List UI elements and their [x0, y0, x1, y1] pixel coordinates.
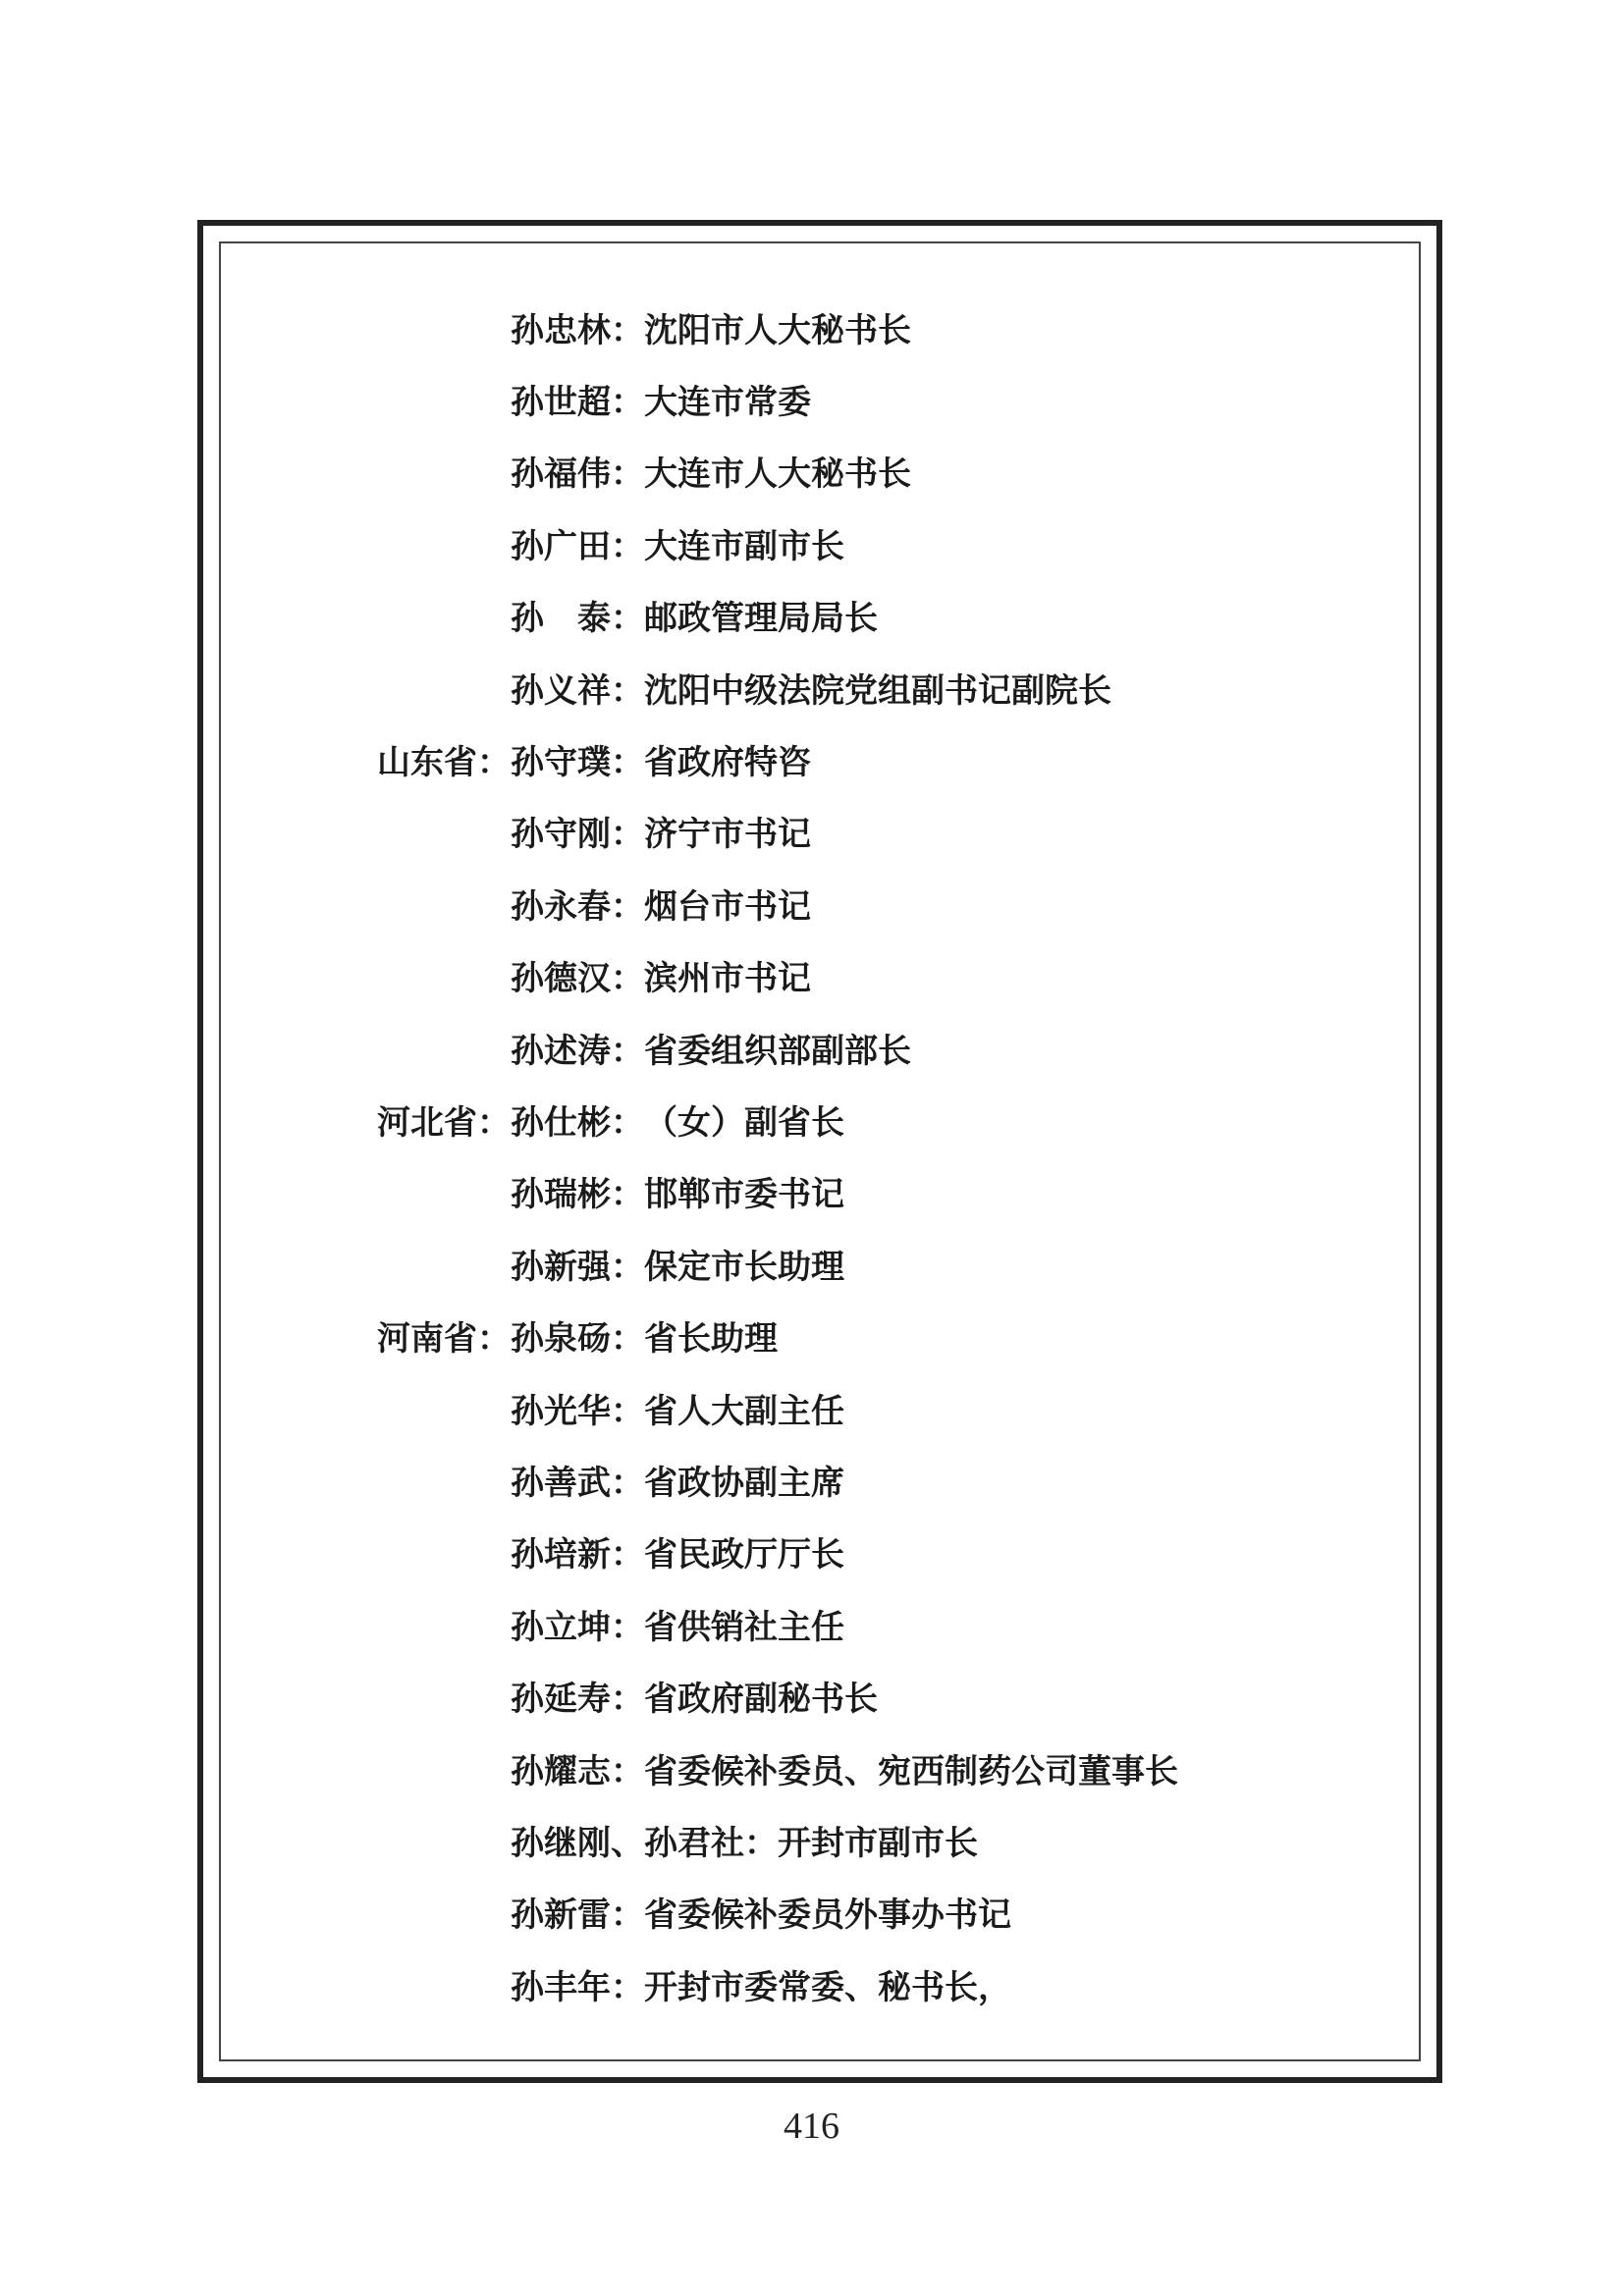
- position-title: 开封市委常委、秘书长，: [644, 1967, 1011, 2007]
- person-name: 孙忠林：: [511, 310, 644, 350]
- entry-row: [221, 943, 1419, 1015]
- position-title: 沈阳中级法院党组副书记副院长: [644, 670, 1111, 711]
- position-title: 邯郸市委书记: [644, 1175, 844, 1215]
- position-title: 保定市长助理: [644, 1247, 844, 1287]
- person-name: 孙述涛：: [511, 1031, 644, 1071]
- entry-row: [221, 799, 1419, 871]
- entry-row: [221, 1951, 1419, 2023]
- page-border: [197, 220, 1442, 2083]
- person-name: 孙泉砀：: [511, 1319, 644, 1360]
- province-label: 河南省：: [377, 1319, 511, 1360]
- person-name: 孙新雷：: [511, 1896, 644, 1936]
- position-title: 大连市常委: [644, 383, 811, 423]
- person-name: 孙瑞彬：: [511, 1175, 644, 1215]
- position-title: 省供销社主任: [644, 1607, 844, 1647]
- entry-row: [221, 1663, 1419, 1735]
- entry-row: [221, 583, 1419, 655]
- person-name: 孙立坤：: [511, 1607, 644, 1647]
- person-name: 孙光华：: [511, 1391, 644, 1431]
- position-title: （女）副省长: [644, 1102, 844, 1143]
- position-title: 省委候补委员外事办书记: [644, 1896, 1011, 1936]
- person-name: 孙广田：: [511, 526, 644, 566]
- position-title: 沈阳市人大秘书长: [644, 310, 911, 350]
- position-title: 省委组织部副部长: [644, 1031, 911, 1071]
- page-number: 416: [784, 2106, 839, 2147]
- entry-row: [221, 1591, 1419, 1663]
- entry-row: [221, 439, 1419, 510]
- entry-row: [221, 366, 1419, 438]
- person-name: 孙义祥：: [511, 670, 644, 711]
- position-title: 济宁市书记: [644, 815, 811, 855]
- province-label: 河北省：: [377, 1102, 511, 1143]
- entry-row: [221, 1159, 1419, 1231]
- person-name: 孙德汉：: [511, 959, 644, 999]
- person-name: 孙守璞：: [511, 743, 644, 783]
- person-name: 孙福伟：: [511, 454, 644, 495]
- person-name: 孙继刚、孙君社：: [511, 1823, 778, 1863]
- entry-row: [221, 1087, 1419, 1158]
- person-name: 孙 泰：: [511, 599, 644, 639]
- province-label: 山东省：: [377, 743, 511, 783]
- person-name: 孙世超：: [511, 383, 644, 423]
- position-title: 烟台市书记: [644, 886, 811, 927]
- inner-border: [219, 241, 1421, 2061]
- position-title: 省委候补委员、宛西制药公司董事长: [644, 1751, 1178, 1791]
- person-name: 孙善武：: [511, 1463, 644, 1503]
- position-title: 省民政厅厅长: [644, 1535, 844, 1575]
- entry-row: [221, 726, 1419, 798]
- position-title: 省政府特咨: [644, 743, 811, 783]
- person-name: 孙耀志：: [511, 1751, 644, 1791]
- entry-list: [221, 294, 1419, 2023]
- entry-row: [221, 1807, 1419, 1879]
- position-title: 大连市副市长: [644, 526, 844, 566]
- person-name: 孙仕彬：: [511, 1102, 644, 1143]
- position-title: 省政协副主席: [644, 1463, 844, 1503]
- entry-row: [221, 1520, 1419, 1591]
- entry-row: [221, 1303, 1419, 1374]
- entry-row: [221, 510, 1419, 582]
- entry-row: [221, 1375, 1419, 1447]
- position-title: 省长助理: [644, 1319, 778, 1360]
- entry-row: [221, 1447, 1419, 1519]
- person-name: 孙永春：: [511, 886, 644, 927]
- person-name: 孙丰年：: [511, 1967, 644, 2007]
- entry-row: [221, 1015, 1419, 1087]
- position-title: 省人大副主任: [644, 1391, 844, 1431]
- person-name: 孙新强：: [511, 1247, 644, 1287]
- entry-row: [221, 871, 1419, 942]
- position-title: 邮政管理局局长: [644, 599, 878, 639]
- entry-row: [221, 655, 1419, 726]
- person-name: 孙守刚：: [511, 815, 644, 855]
- entry-row: [221, 1880, 1419, 1951]
- position-title: 大连市人大秘书长: [644, 454, 911, 495]
- position-title: 开封市副市长: [778, 1823, 978, 1863]
- position-title: 省政府副秘书长: [644, 1680, 878, 1720]
- position-title: 滨州市书记: [644, 959, 811, 999]
- person-name: 孙延寿：: [511, 1680, 644, 1720]
- entry-row: [221, 1231, 1419, 1303]
- person-name: 孙培新：: [511, 1535, 644, 1575]
- entry-row: [221, 294, 1419, 366]
- entry-row: [221, 1735, 1419, 1807]
